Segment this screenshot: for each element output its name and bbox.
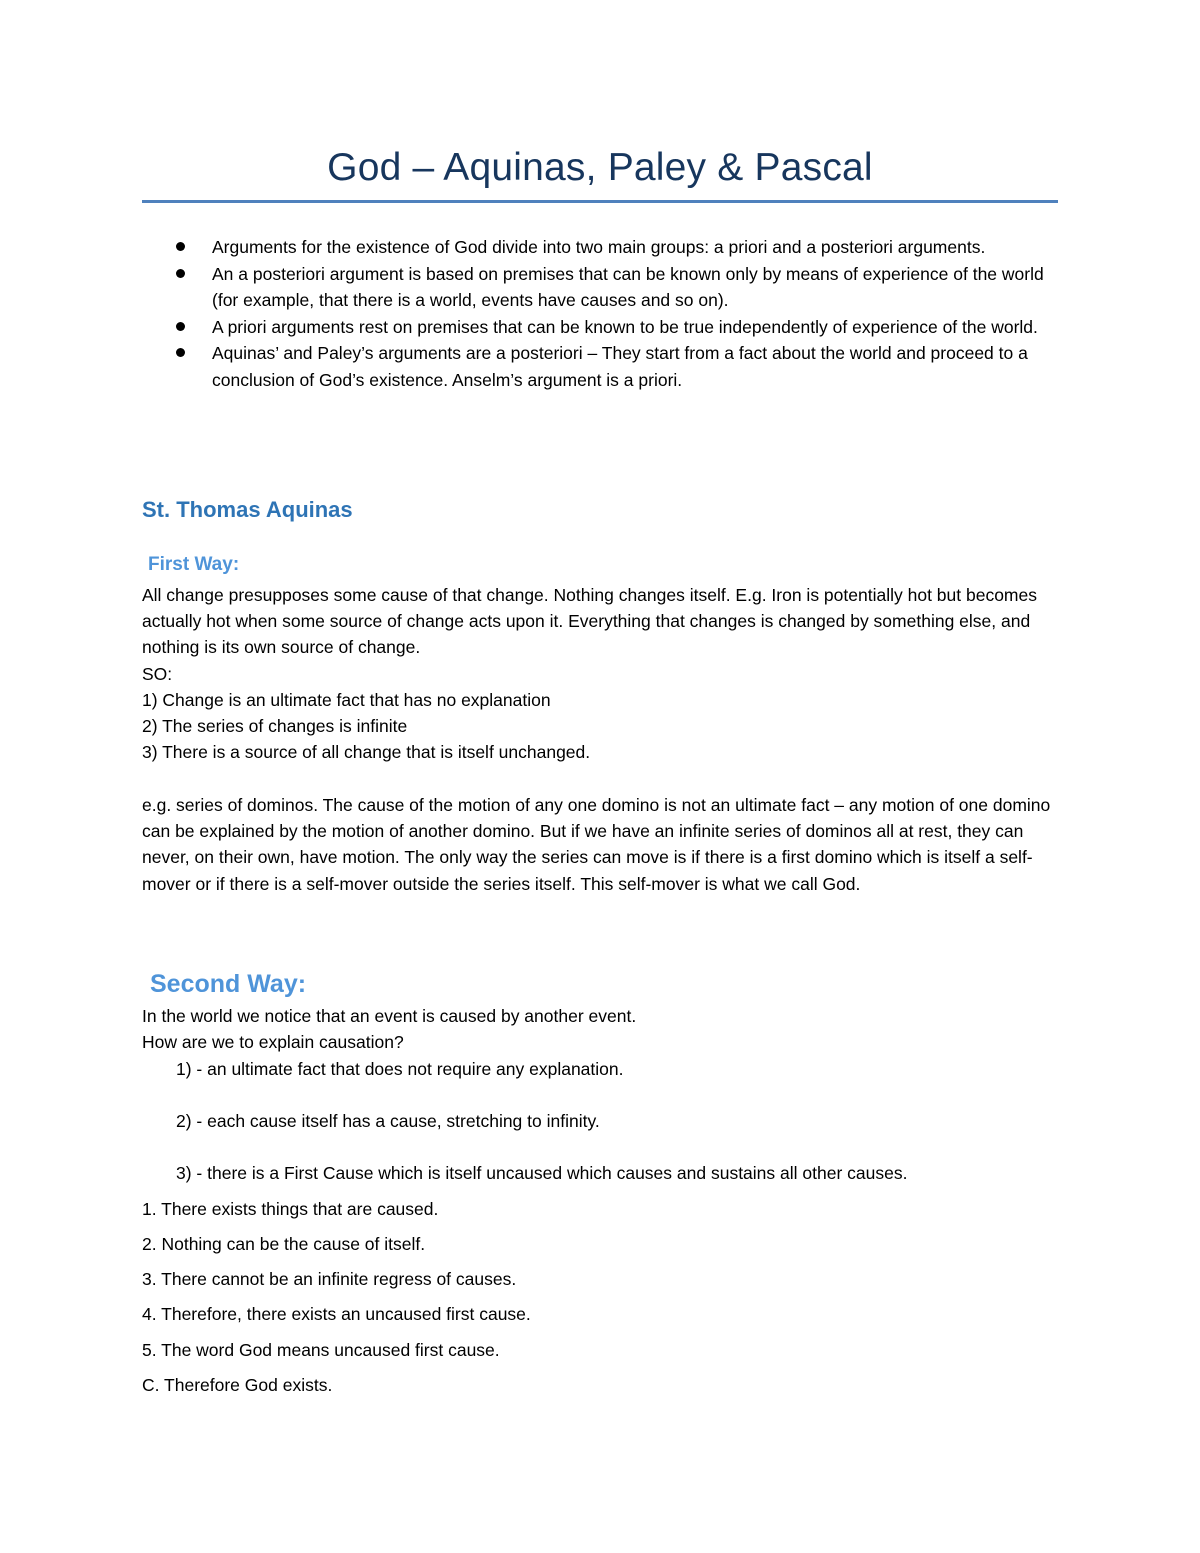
bullet-dot-icon <box>176 269 185 278</box>
bullet-item: Aquinas’ and Paley’s arguments are a posteriori – They start from a fact about the world and proceed to a conclusion of God’s existence. Anselm’s argument is a priori. <box>142 340 1058 393</box>
argument-step: 5. The word God means uncaused first cause. <box>142 1340 500 1360</box>
subheading-second-way: Second Way: <box>150 970 307 998</box>
document-title: God – Aquinas, Paley & Pascal <box>327 146 873 189</box>
second-way-intro-block <box>142 1003 1062 1055</box>
second-way-line: How are we to explain causation? <box>142 1032 404 1053</box>
subheading-first-way: First Way: <box>148 554 240 575</box>
first-way-option: 2) The series of changes is infinite <box>142 716 408 737</box>
argument-step: 2. Nothing can be the cause of itself. <box>142 1234 426 1254</box>
so-label: SO: <box>142 663 173 684</box>
argument-conclusion: C. Therefore God exists. <box>142 1375 333 1395</box>
bullet-dot-icon <box>176 242 185 251</box>
first-way-option: 1) Change is an ultimate fact that has no explanation <box>142 689 551 710</box>
first-way-paragraph: All change presupposes some cause of that change. Nothing changes itself. E.g. Iron is potentially hot but becomes actually hot when some source of change acts upon it. Everything that changes is changed by something else, and nothing is its own source of change. <box>142 585 1037 658</box>
second-way-option: 3) - there is a First Cause which is itself uncaused which causes and sustains all other causes. <box>176 1163 908 1183</box>
bullet-item: An a posteriori argument is based on premises that can be known only by means of experience of the world (for example, that there is a world, events have causes and so on). <box>142 261 1058 314</box>
second-way-line: In the world we notice that an event is caused by another event. <box>142 1006 637 1026</box>
first-way-option: 3) There is a source of all change that is itself unchanged. <box>142 742 591 763</box>
bullet-item: A priori arguments rest on premises that can be known to be true independently of experience of the world. <box>142 314 1058 341</box>
bullet-dot-icon <box>176 348 185 357</box>
argument-step: 3. There cannot be an infinite regress of causes. <box>142 1269 517 1289</box>
bullet-item: Arguments for the existence of God divide into two main groups: a priori and a posteriori arguments. <box>142 234 1058 261</box>
argument-step: 1. There exists things that are caused. <box>142 1199 439 1219</box>
bullet-dot-icon <box>176 322 185 331</box>
second-way-option: 2) - each cause itself has a cause, stretching to infinity. <box>176 1111 600 1131</box>
second-way-option: 1) - an ultimate fact that does not require any explanation. <box>176 1059 624 1079</box>
section-heading-aquinas: St. Thomas Aquinas <box>142 497 353 522</box>
title-underline <box>142 200 1058 203</box>
domino-example-paragraph: e.g. series of dominos. The cause of the motion of any one domino is not an ultimate fact – any motion of one domino can be explained by the motion of another domino. But if we have an infinite series of dominos all at rest, they can never, on their own, have motion. The only way the series can move is if there is a first domino which is itself a self-mover or if there is a self-mover outside the series itself. This self-mover is what we call God. <box>142 795 1051 894</box>
argument-step: 4. Therefore, there exists an uncaused first cause. <box>142 1304 531 1324</box>
intro-bullet-list <box>142 234 1058 393</box>
domino-example-block <box>142 792 1062 897</box>
first-way-paragraph-block <box>142 582 1062 765</box>
